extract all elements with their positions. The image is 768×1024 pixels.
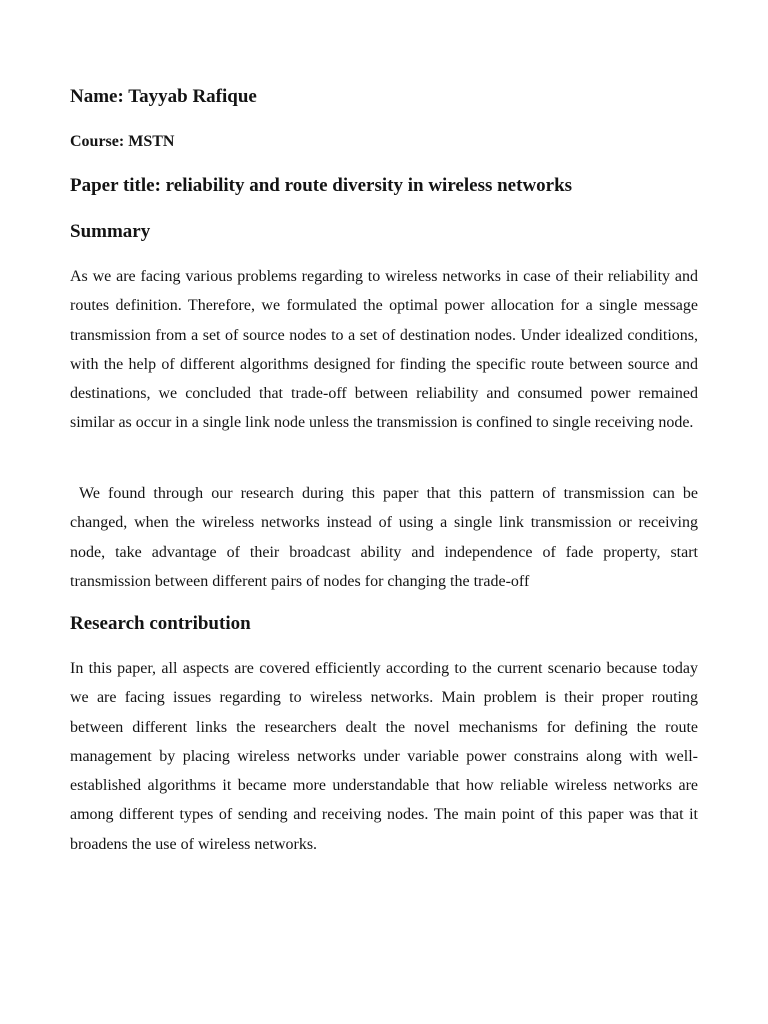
author-name: Name: Tayyab Rafique: [70, 86, 257, 107]
summary-heading: Summary: [70, 221, 151, 242]
summary-paragraph-2: We found through our research during this paper that this pattern of transmission can be changed, when the wireless networks instead of using a single link transmission or receiving node, take advantage of their broadcast ability and independence of fade property, start transmission between different pairs of nodes for changing the trade-off: [70, 485, 698, 590]
paper-title: Paper title: reliability and route diversity in wireless networks: [70, 175, 573, 196]
research-contribution-paragraph: In this paper, all aspects are covered efficiently according to the current scenario because today we are facing issues regarding to wireless networks. Main problem is their proper routing between different links the researchers dealt the novel mechanisms for defining the route management by placing wireless networks under variable power constrains along with well-established algorithms it became more understandable that how reliable wireless networks are among different types of sending and receiving nodes. The main point of this paper was that it broadens the use of wireless networks.: [70, 660, 698, 853]
summary-paragraph-1: As we are facing various problems regarding to wireless networks in case of their reliability and routes definition. Therefore, we formulated the optimal power allocation for a single message transmission from a set of source nodes to a set of destination nodes. Under idealized conditions, with the help of different algorithms designed for finding the specific route between source and destinations, we concluded that trade-off between reliability and consumed power remained similar as occur in a single link node unless the transmission is confined to single receiving node.: [70, 268, 698, 432]
research-contribution-heading: Research contribution: [70, 613, 251, 634]
course-name: Course: MSTN: [70, 133, 175, 150]
